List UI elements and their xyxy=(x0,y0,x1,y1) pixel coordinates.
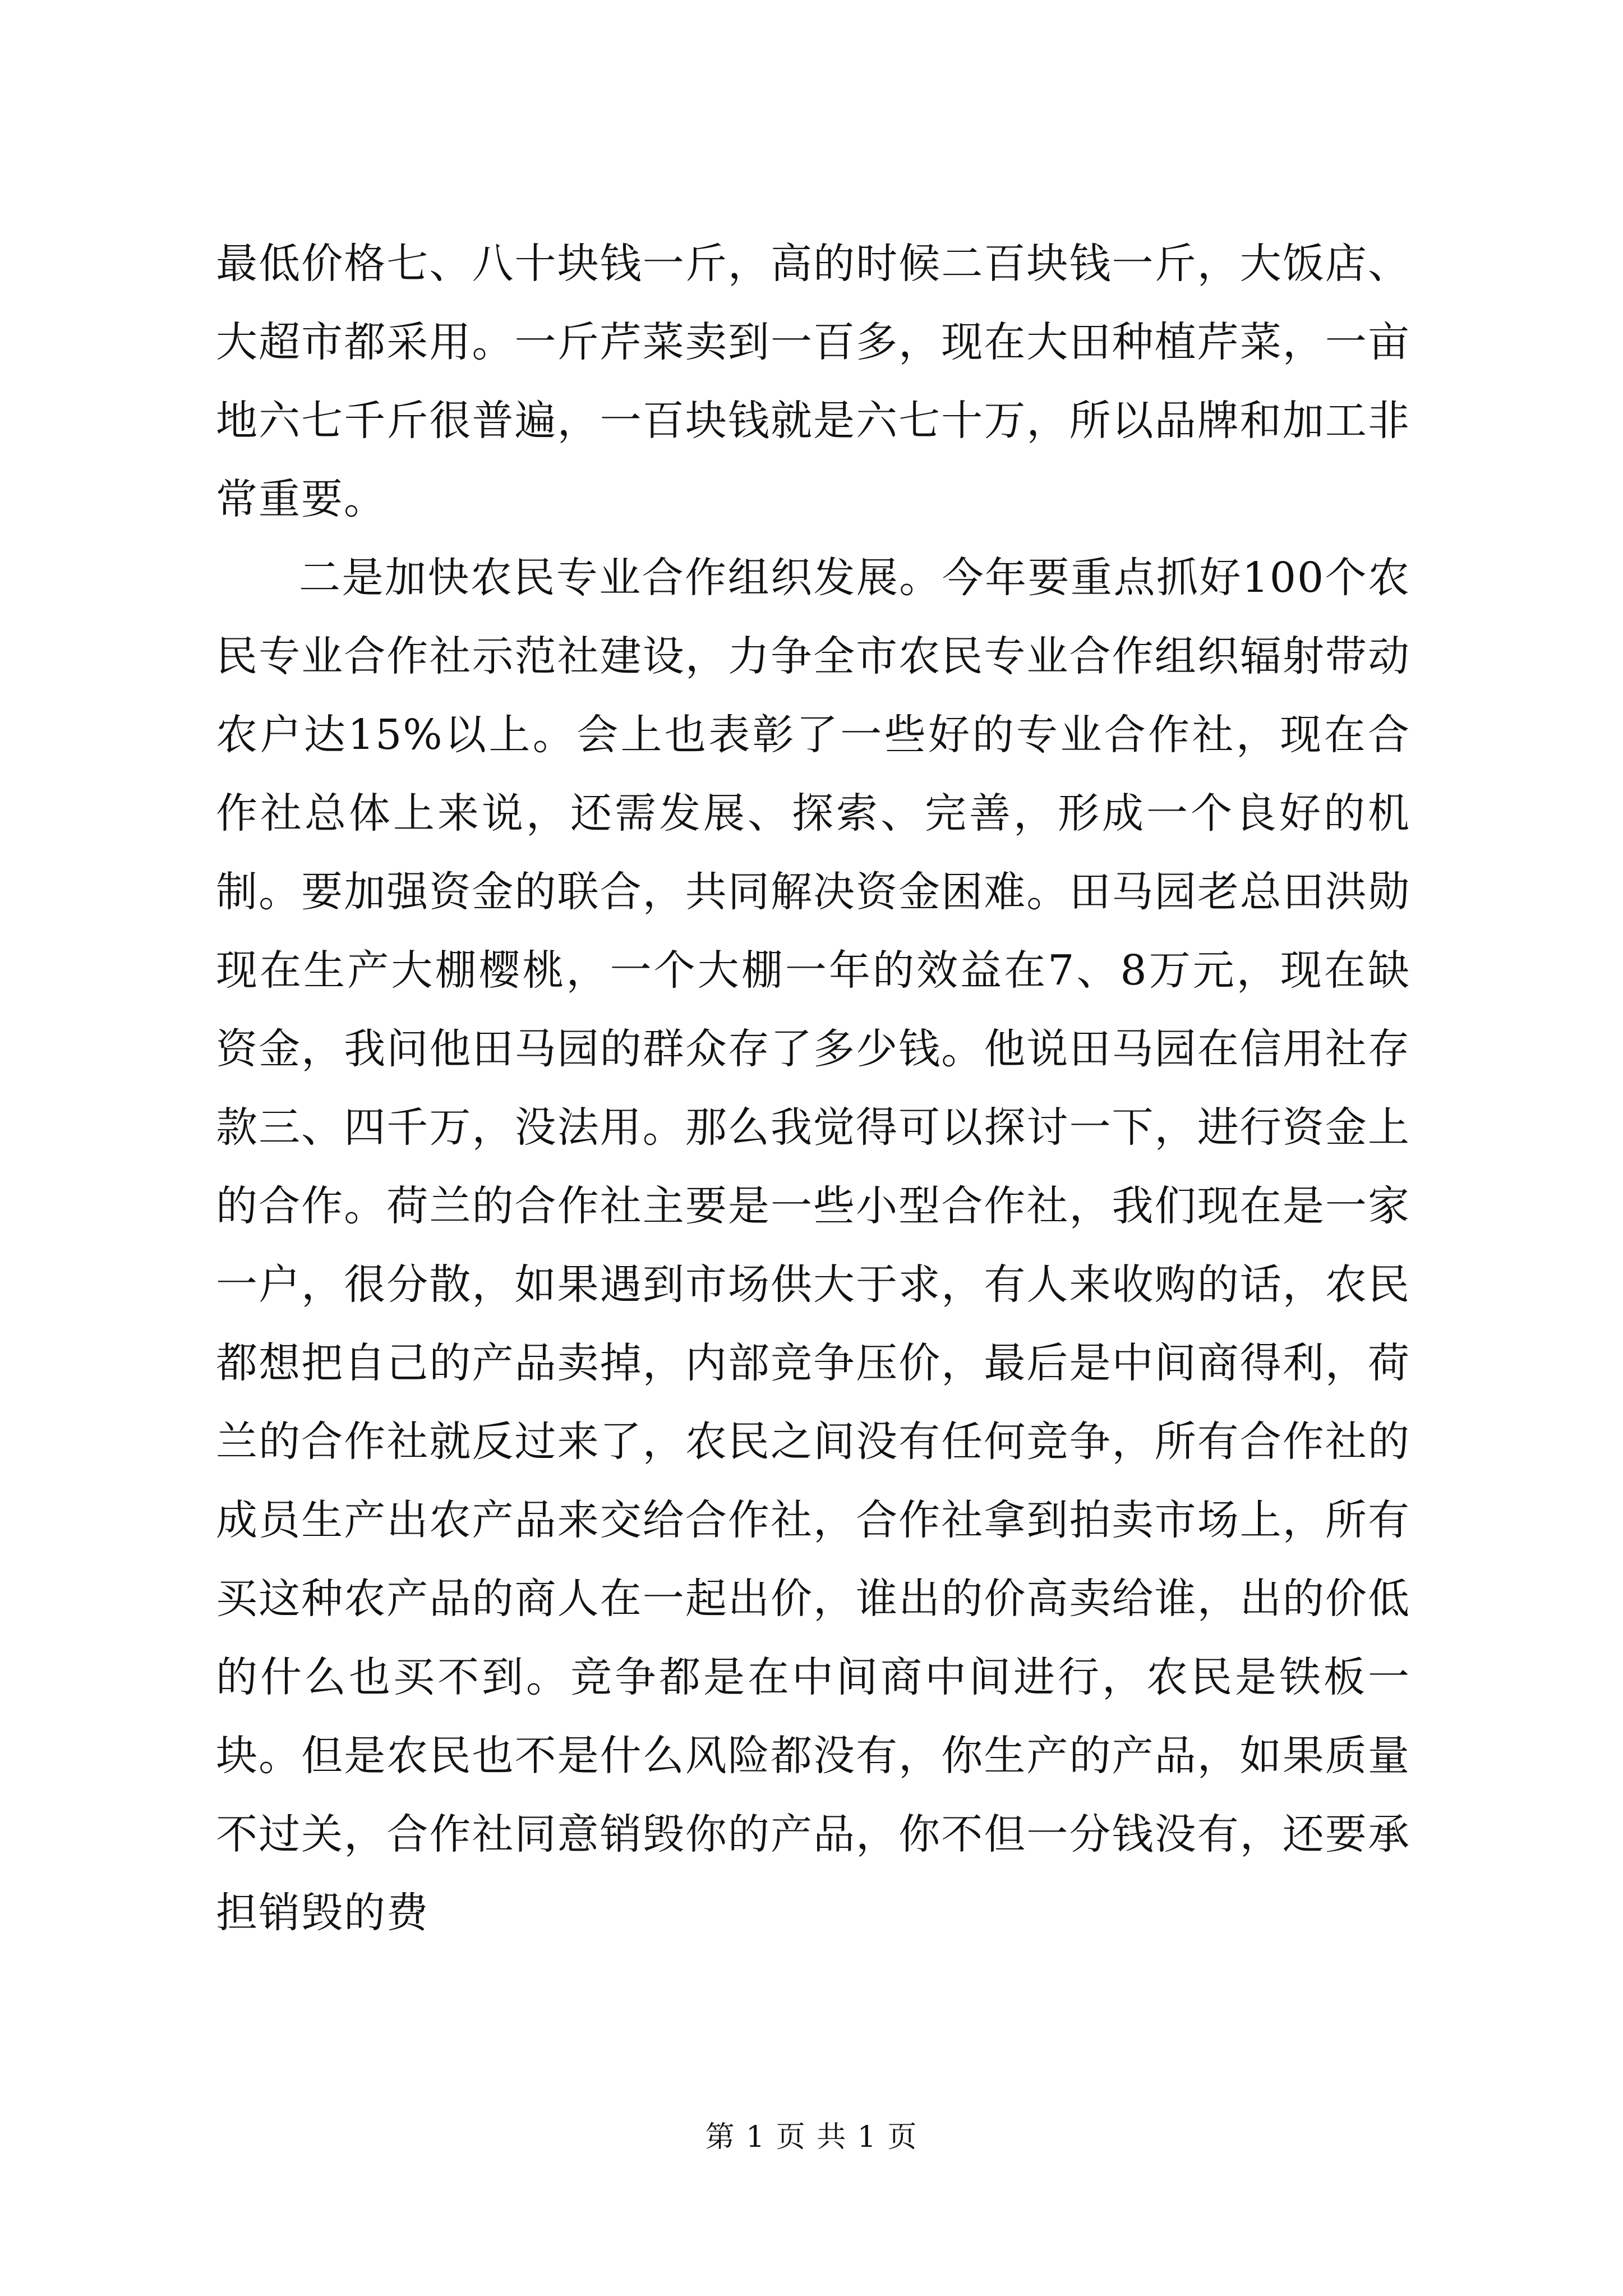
paragraph-1: 最低价格七、八十块钱一斤，高的时候二百块钱一斤，大饭店、大超市都采用。一斤芹菜卖到一百多，现在大田种植芹菜，一亩地六七千斤很普遍，一百块钱就是六七十万，所以品牌和加工非常重要。 xyxy=(216,240,1410,523)
page-number-footer: 第 1 页 共 1 页 xyxy=(705,2120,918,2154)
document-body xyxy=(216,224,1410,1952)
paragraph-2: 二是加快农民专业合作组织发展。今年要重点抓好100个农民专业合作社示范社建设，力争全市农民专业合作组织辐射带动农户达15%以上。会上也表彰了一些好的专业合作社，现在合作社总体上来说，还需发展、探索、完善，形成一个良好的机制。要加强资金的联合，共同解决资金困难。田马园老总田洪勋现在生产大棚樱桃，一个大棚一年的效益在7、8万元，现在缺资金，我问他田马园的群众存了多少钱。他说田马园在信用社存款三、四千万，没法用。那么我觉得可以探讨一下，进行资金上的合作。荷兰的合作社主要是一些小型合作社，我们现在是一家一户，很分散，如果遇到市场供大于求，有人来收购的话，农民都想把自己的产品卖掉，内部竞争压价，最后是中间商得利，荷兰的合作社就反过来了，农民之间没有任何竞争，所有合作社的成员生产出农产品来交给合作社，合作社拿到拍卖市场上，所有买这种农产品的商人在一起出价，谁出的价高卖给谁，出的价低的什么也买不到。竞争都是在中间商中间进行，农民是铁板一块。但是农民也不是什么风险都没有，你生产的产品，如果质量不过关，合作社同意销毁你的产品，你不但一分钱没有，还要承担销毁的费 xyxy=(216,554,1410,1937)
